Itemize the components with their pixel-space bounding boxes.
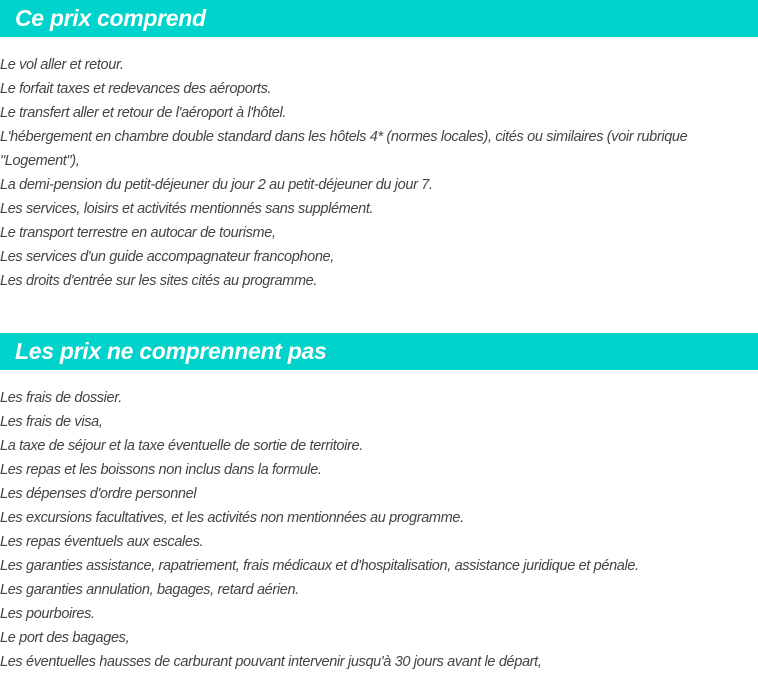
excluded-item-visa: Les frais de visa, bbox=[0, 414, 103, 430]
included-item-half-board: La demi-pension du petit-déjeuner du jour 2 au petit-déjeuner du jour 7. bbox=[0, 177, 433, 193]
included-item-transport: Le transport terrestre en autocar de tourisme, bbox=[0, 225, 276, 241]
price-includes-section bbox=[0, 0, 758, 293]
price-includes-list bbox=[0, 37, 758, 293]
excluded-item-cancellation-insurance: Les garanties annulation, bagages, retard aérien. bbox=[0, 582, 299, 598]
excluded-item-meals-drinks: Les repas et les boissons non inclus dans la formule. bbox=[0, 462, 322, 478]
included-item-airport-taxes: Le forfait taxes et redevances des aéroports. bbox=[0, 81, 272, 97]
included-item-accommodation: L'hébergement en chambre double standard dans les hôtels 4* (normes locales), cités ou similaires (voir rubrique "Logement"), bbox=[0, 129, 688, 169]
price-excludes-title: Les prix ne comprennent pas bbox=[15, 338, 327, 364]
price-includes-title: Ce prix comprend bbox=[15, 5, 206, 31]
included-item-flight: Le vol aller et retour. bbox=[0, 57, 124, 73]
excluded-item-booking-fees: Les frais de dossier. bbox=[0, 390, 122, 406]
price-excludes-list bbox=[0, 370, 758, 674]
price-excludes-section bbox=[0, 333, 758, 674]
price-includes-header bbox=[0, 0, 758, 37]
included-item-guide: Les services d'un guide accompagnateur francophone, bbox=[0, 249, 334, 265]
included-item-entrance-fees: Les droits d'entrée sur les sites cités au programme. bbox=[0, 273, 318, 289]
price-excludes-header bbox=[0, 333, 758, 370]
excluded-item-tips: Les pourboires. bbox=[0, 606, 95, 622]
included-item-transfer: Le transfert aller et retour de l'aéroport à l'hôtel. bbox=[0, 105, 287, 121]
excluded-item-stopover-meals: Les repas éventuels aux escales. bbox=[0, 534, 204, 550]
included-item-services: Les services, loisirs et activités mentionnés sans supplément. bbox=[0, 201, 374, 217]
excluded-item-luggage-handling: Le port des bagages, bbox=[0, 630, 130, 646]
excluded-item-tourist-tax: La taxe de séjour et la taxe éventuelle de sortie de territoire. bbox=[0, 438, 363, 454]
excluded-item-fuel-surcharge: Les éventuelles hausses de carburant pouvant intervenir jusqu'à 30 jours avant le départ, bbox=[0, 654, 542, 670]
excluded-item-personal-expenses: Les dépenses d'ordre personnel bbox=[0, 486, 197, 502]
excluded-item-assistance-insurance: Les garanties assistance, rapatriement, frais médicaux et d'hospitalisation, assistance juridique et pénale. bbox=[0, 558, 639, 574]
excluded-item-optional-excursions: Les excursions facultatives, et les activités non mentionnées au programme. bbox=[0, 510, 464, 526]
